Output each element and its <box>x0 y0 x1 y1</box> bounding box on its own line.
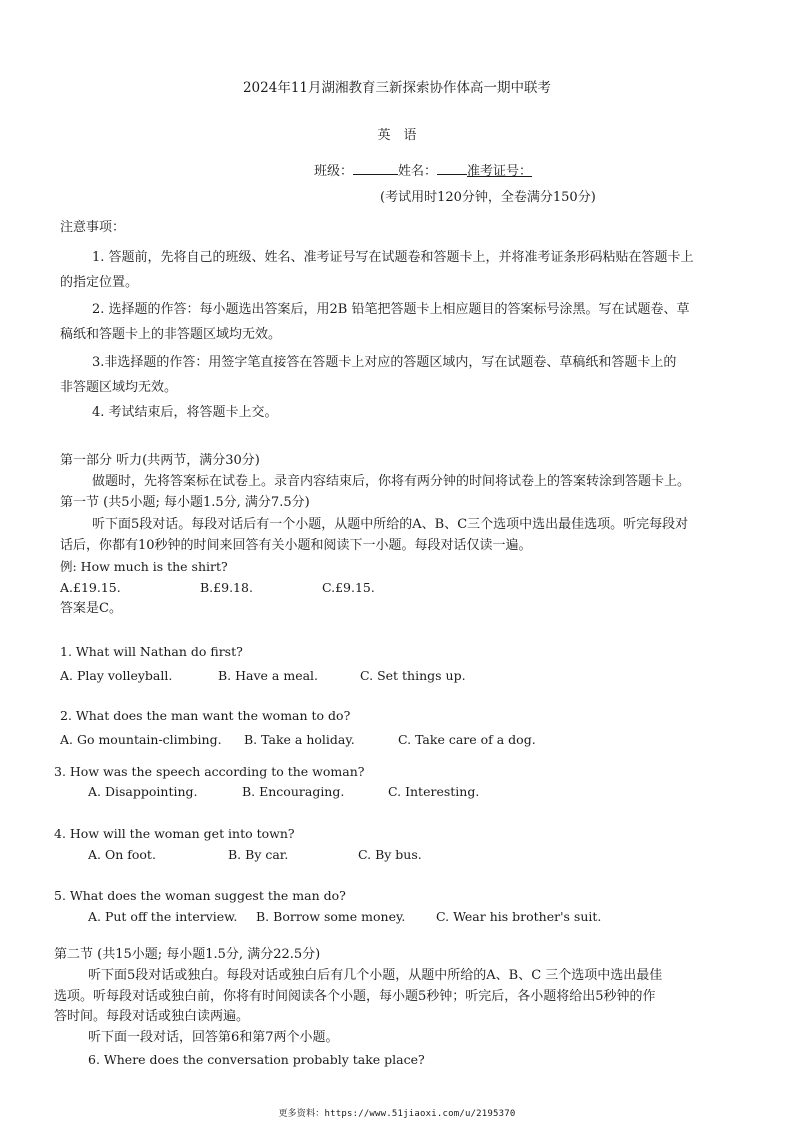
part1-heading: 第一部分 听力(共两节，满分30分) <box>60 453 260 468</box>
section2-heading: 第二节 (共15小题; 每小题1.5分, 满分22.5分) <box>54 947 321 962</box>
question-2-option-b[interactable]: B. Take a holiday. <box>244 732 355 747</box>
time-note: (考试用时120分钟，全卷满分150分) <box>380 190 596 205</box>
notes-heading: 注意事项： <box>60 220 126 235</box>
question-6: 6. Where does the conversation probably take place? <box>88 1052 425 1067</box>
section1-heading: 第一节 (共5小题; 每小题1.5分, 满分7.5分) <box>60 495 310 510</box>
section2-line-1: 听下面5段对话或独白。每段对话或独白后有几个小题，从题中所给的A、B、C 三个选项中选出最佳 <box>88 968 663 983</box>
section1-line-1: 听下面5段对话。每段对话后有一个小题，从题中所给的A、B、C三个选项中选出最佳选项。听完每段对 <box>92 517 689 532</box>
part1-instruction: 做题时，先将答案标在试卷上。录音内容结束后，你将有两分钟的时间将试卷上的答案转涂到答题卡上。 <box>92 474 691 489</box>
subject-title: 英 语 <box>377 128 417 143</box>
section2-line-3: 答时间。每段对话或独白读两遍。 <box>54 1009 250 1024</box>
question-1-option-a[interactable]: A. Play volleyball. <box>60 668 173 683</box>
class-blank[interactable] <box>353 162 398 175</box>
question-1-option-c[interactable]: C. Set things up. <box>360 668 466 683</box>
question-5-option-c[interactable]: C. Wear his brother's suit. <box>436 909 602 924</box>
question-3-option-c[interactable]: C. Interesting. <box>388 784 480 799</box>
section2-line-4: 听下面一段对话，回答第6和第7两个小题。 <box>88 1030 339 1045</box>
name-blank[interactable] <box>437 162 467 175</box>
example-option-b: B.£9.18. <box>200 580 253 595</box>
example-question: 例: How much is the shirt? <box>60 559 228 574</box>
question-3-option-a[interactable]: A. Disappointing. <box>88 784 198 799</box>
question-3: 3. How was the speech according to the woman? <box>54 764 365 779</box>
question-4: 4. How will the woman get into town? <box>54 826 295 841</box>
section1-line-2: 话后，你都有10秒钟的时间来回答有关小题和阅读下一小题。每段对话仅读一遍。 <box>60 538 532 553</box>
question-5-option-a[interactable]: A. Put off the interview. <box>88 909 238 924</box>
example-answer: 答案是C。 <box>60 601 122 616</box>
question-1-option-b[interactable]: B. Have a meal. <box>218 668 319 683</box>
note-1-line-2: 的指定位置。 <box>60 275 139 290</box>
question-5: 5. What does the woman suggest the man do? <box>54 888 346 903</box>
question-3-option-b[interactable]: B. Encouraging. <box>242 784 345 799</box>
question-4-option-c[interactable]: C. By bus. <box>358 847 422 862</box>
note-3-line-1: 3.非选择题的作答：用签字笔直接答在答题卡上对应的答题区域内，写在试题卷、草稿纸和答题卡上的 <box>92 355 677 370</box>
note-3-line-2: 非答题区域均无效。 <box>60 380 178 395</box>
note-2-line-2: 稿纸和答题卡上的非答题区域均无效。 <box>60 327 282 342</box>
candidate-info-line <box>314 162 532 181</box>
id-label: 准考证号： <box>467 164 533 179</box>
note-1-line-1: 1. 答题前，先将自己的班级、姓名、准考证号写在试题卷和答题卡上，并将准考证条形码粘贴在答题卡上 <box>92 250 694 265</box>
question-4-option-a[interactable]: A. On foot. <box>88 847 156 862</box>
name-label: 姓名： <box>398 164 438 179</box>
question-1: 1. What will Nathan do first? <box>60 644 243 659</box>
class-label: 班级： <box>314 164 354 179</box>
question-2-option-c[interactable]: C. Take care of a dog. <box>398 732 536 747</box>
example-option-a: A.£19.15. <box>60 580 121 595</box>
question-4-option-b[interactable]: B. By car. <box>228 847 289 862</box>
question-2: 2. What does the man want the woman to do? <box>60 708 351 723</box>
example-option-c: C.£9.15. <box>322 580 375 595</box>
section2-line-2: 选项。听每段对话或独白前，你将有时间阅读各个小题，每小题5秒钟；听完后，各小题将给出5秒钟的作 <box>54 989 656 1004</box>
question-2-option-a[interactable]: A. Go mountain-climbing. <box>60 732 222 747</box>
footer-link[interactable]: 更多资料：https://www.51jiaoxi.com/u/2195370 <box>278 1109 516 1119</box>
note-2-line-1: 2. 选择题的作答：每小题选出答案后，用2B 铅笔把答题卡上相应题目的答案标号涂黑。写在试题卷、草 <box>92 302 690 317</box>
exam-title: 2024年11月湖湘教育三新探索协作体高一期中联考 <box>242 80 552 96</box>
question-5-option-b[interactable]: B. Borrow some money. <box>256 909 406 924</box>
note-4: 4. 考试结束后，将答题卡上交。 <box>92 405 278 420</box>
